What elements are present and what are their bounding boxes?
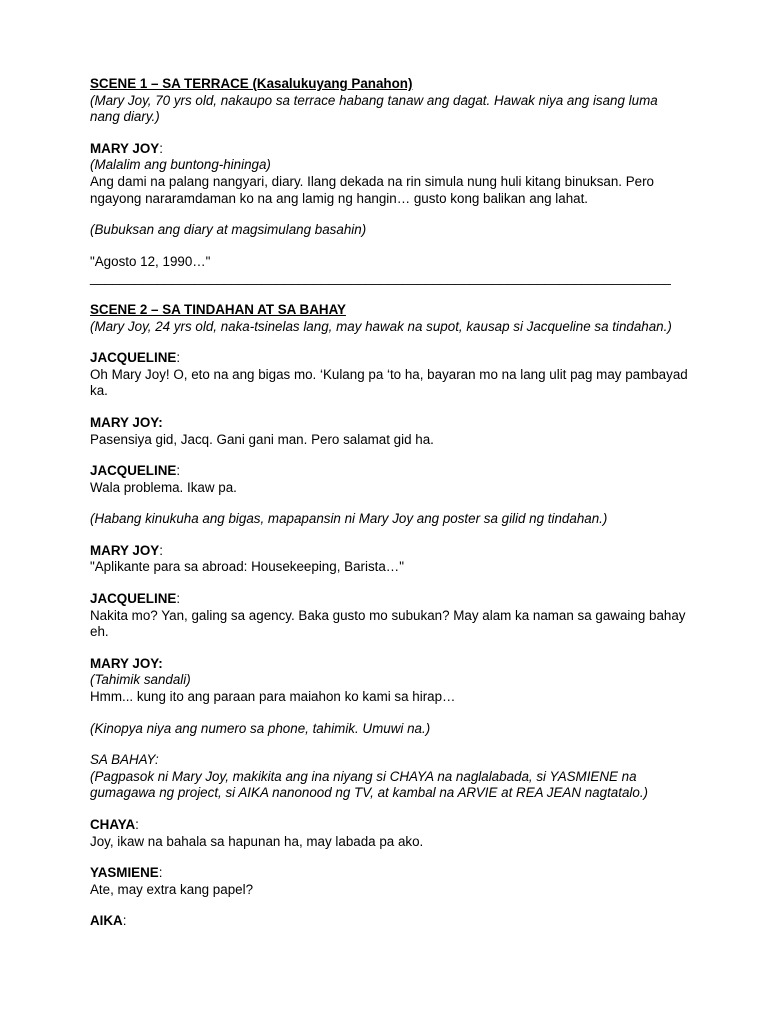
- speaker-name: YASMIENE: [90, 865, 159, 881]
- dialogue-speaker: [90, 591, 690, 608]
- dialogue-line: Wala problema. Ikaw pa.: [90, 479, 237, 495]
- speaker-name: MARY JOY: [90, 140, 160, 156]
- stage-direction: (Kinopya niya ang numero sa phone, tahimik. Umuwi na.): [90, 720, 431, 736]
- dialogue-line: Pasensiya gid, Jacq. Gani gani man. Pero salamat gid ha.: [90, 431, 434, 447]
- dialogue-speaker: [90, 463, 690, 480]
- stage-direction: (Mary Joy, 24 yrs old, naka-tsinelas lang, may hawak na supot, kausap si Jacqueline sa tindahan.): [90, 318, 672, 334]
- speaker-name: MARY JOY: [90, 542, 160, 558]
- speaker-colon: :: [176, 350, 181, 366]
- dialogue-speaker: [90, 141, 690, 158]
- speaker-colon: :: [159, 542, 163, 558]
- stage-direction: (Habang kinukuha ang bigas, mapapansin ni Mary Joy ang poster sa gilid ng tindahan.): [90, 511, 608, 527]
- scene-heading: SCENE 2 – SA TINDAHAN AT SA BAHAY: [90, 301, 346, 317]
- speaker-name: MARY JOY:: [90, 414, 163, 430]
- dialogue-line: Nakita mo? Yan, galing sa agency. Baka gusto mo subukan? May alam ka naman sa gawaing bahay eh.: [90, 607, 686, 640]
- location-label: SA BAHAY:: [90, 752, 159, 768]
- speaker-colon: :: [176, 591, 181, 607]
- stage-direction: (Pagpasok ni Mary Joy, makikita ang ina niyang si CHAYA na naglalabada, si YASMIENE na gumagawa ng project, si AIKA nanonood ng TV, at kambal na ARVIE at REA JEAN nagtatalo.): [90, 768, 649, 801]
- dialogue-speaker: [90, 817, 690, 834]
- speaker-name: JACQUELINE: [90, 591, 177, 607]
- stage-direction: (Mary Joy, 70 yrs old, nakaupo sa terrace habang tanaw ang dagat. Hawak niya ang isang luma nang diary.): [90, 92, 658, 125]
- separator-line: ______________________________________________________________________________: [90, 270, 671, 286]
- diary-quote: "Agosto 12, 1990…": [90, 253, 211, 269]
- dialogue-speaker: [90, 415, 690, 432]
- scene-heading: SCENE 1 – SA TERRACE (Kasalukuyang Panahon): [90, 76, 413, 91]
- speaker-name: CHAYA: [90, 817, 136, 832]
- dialogue-line: Ate, may extra kang papel?: [90, 881, 254, 897]
- speaker-colon: :: [122, 913, 127, 929]
- script-body: [90, 76, 690, 930]
- dialogue-line: Oh Mary Joy! O, eto na ang bigas mo. ‘Kulang pa ‘to ha, bayaran mo na lang ulit pag may pambayad ka.: [90, 366, 688, 399]
- dialogue-line: Ang dami na palang nangyari, diary. Ilang dekada na rin simula nung huli kitang binuksan. Pero ngayong nararamdaman ko na ang lamig ng hangin… gusto kong balikan ang lahat.: [90, 173, 655, 206]
- stage-direction: (Malalim ang buntong-hininga): [90, 157, 271, 173]
- speaker-name: AIKA: [90, 913, 123, 929]
- speaker-name: JACQUELINE: [90, 463, 177, 479]
- dialogue-line: Hmm... kung ito ang paraan para maiahon ko kami sa hirap…: [90, 689, 456, 705]
- speaker-colon: :: [159, 140, 163, 156]
- dialogue-speaker: [90, 865, 690, 882]
- speaker-name: JACQUELINE: [90, 350, 177, 366]
- speaker-colon: :: [135, 817, 139, 832]
- dialogue-speaker: [90, 913, 690, 930]
- speaker-name: MARY JOY:: [90, 655, 163, 671]
- speaker-colon: :: [176, 463, 181, 479]
- dialogue-line: Joy, ikaw na bahala sa hapunan ha, may labada pa ako.: [90, 833, 424, 849]
- dialogue-speaker: [90, 350, 690, 367]
- dialogue-speaker: [90, 543, 690, 560]
- speaker-colon: :: [158, 865, 163, 881]
- stage-direction: (Bubuksan ang diary at magsimulang basahin): [90, 222, 367, 238]
- dialogue-speaker: [90, 656, 690, 673]
- stage-direction: (Tahimik sandali): [90, 672, 191, 688]
- dialogue-line: "Aplikante para sa abroad: Housekeeping, Barista…": [90, 559, 404, 575]
